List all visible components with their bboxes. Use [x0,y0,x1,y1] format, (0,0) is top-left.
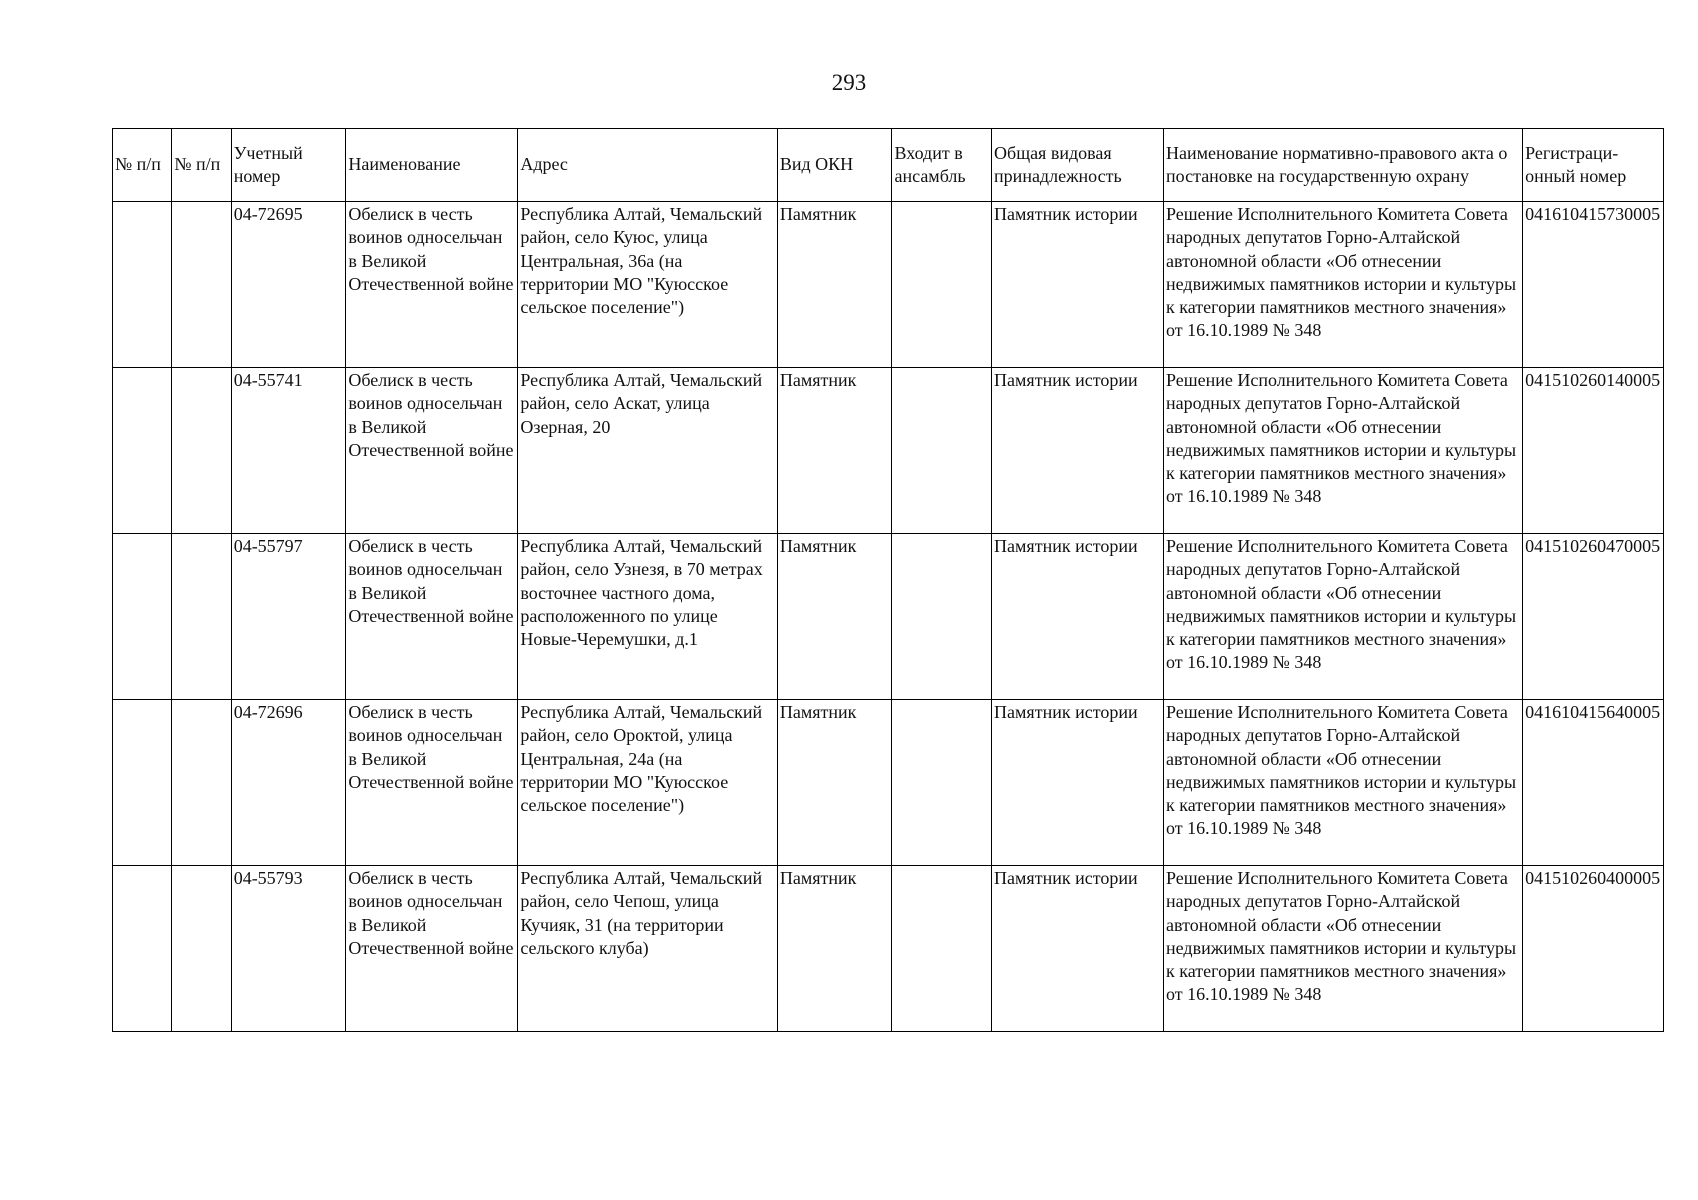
row-number-cell [172,202,231,368]
address-cell: Республика Алтай, Чемальский район, село Аскат, улица Озерная, 20 [518,368,778,534]
object-kind-cell: Памятник [777,368,892,534]
general-type-cell: Памятник истории [992,368,1164,534]
legal-act-cell: Решение Исполнительного Комитета Совета народных депутатов Горно-Алтайской автономной области «Об отнесении недвижимых памятников истории и культуры к категории памятников местного значения» от 16.10.1989 № 348 [1164,866,1523,1032]
address-cell: Республика Алтай, Чемальский район, село Узнезя, в 70 метрах восточнее частного дома, расположенного по улице Новые-Черемушки, д.1 [518,534,778,700]
header-registration-number: Регистраци-онный номер [1523,129,1664,202]
ensemble-cell [892,534,992,700]
object-kind-cell: Памятник [777,866,892,1032]
table-row [113,534,1664,700]
row-number-cell [113,700,172,866]
row-number-cell [113,368,172,534]
table-row [113,202,1664,368]
account-number-cell: 04-55793 [231,866,346,1032]
general-type-cell: Памятник истории [992,866,1164,1032]
table-row [113,866,1664,1032]
legal-act-cell: Решение Исполнительного Комитета Совета народных депутатов Горно-Алтайской автономной области «Об отнесении недвижимых памятников истории и культуры к категории памятников местного значения» от 16.10.1989 № 348 [1164,534,1523,700]
row-number-cell [113,534,172,700]
header-address: Адрес [518,129,778,202]
object-kind-cell: Памятник [777,534,892,700]
account-number-cell: 04-55741 [231,368,346,534]
header-account-number: Учетный номер [231,129,346,202]
page-number: 293 [831,70,867,95]
registration-number-cell: 041510260400005 [1523,866,1664,1032]
legal-act-cell: Решение Исполнительного Комитета Совета народных депутатов Горно-Алтайской автономной области «Об отнесении недвижимых памятников истории и культуры к категории памятников местного значения» от 16.10.1989 № 348 [1164,700,1523,866]
header-name: Наименование [346,129,518,202]
name-cell: Обелиск в честь воинов односельчан в Великой Отечественной войне [346,202,518,368]
row-number-cell [113,202,172,368]
legal-act-cell: Решение Исполнительного Комитета Совета народных депутатов Горно-Алтайской автономной области «Об отнесении недвижимых памятников истории и культуры к категории памятников местного значения» от 16.10.1989 № 348 [1164,202,1523,368]
row-number-cell [113,866,172,1032]
object-kind-cell: Памятник [777,700,892,866]
header-ensemble: Входит в ансамбль [892,129,992,202]
heritage-registry-table [112,128,1664,1032]
account-number-cell: 04-72695 [231,202,346,368]
account-number-cell: 04-55797 [231,534,346,700]
name-cell: Обелиск в честь воинов односельчан в Великой Отечественной войне [346,866,518,1032]
registration-number-cell: 041610415640005 [1523,700,1664,866]
row-number-cell [172,534,231,700]
address-cell: Республика Алтай, Чемальский район, село Чепош, улица Кучияк, 31 (на территории сельского клуба) [518,866,778,1032]
registration-number-cell: 041510260470005 [1523,534,1664,700]
ensemble-cell [892,368,992,534]
general-type-cell: Памятник истории [992,700,1164,866]
header-general-type: Общая видовая принадлежность [992,129,1164,202]
general-type-cell: Памятник истории [992,534,1164,700]
name-cell: Обелиск в честь воинов односельчан в Великой Отечественной войне [346,534,518,700]
ensemble-cell [892,202,992,368]
header-row-number-2: № п/п [172,129,231,202]
name-cell: Обелиск в честь воинов односельчан в Великой Отечественной войне [346,368,518,534]
ensemble-cell [892,700,992,866]
row-number-cell [172,866,231,1032]
table-header-row [113,129,1664,202]
general-type-cell: Памятник истории [992,202,1164,368]
ensemble-cell [892,866,992,1032]
object-kind-cell: Памятник [777,202,892,368]
header-row-number-1: № п/п [113,129,172,202]
table-row [113,368,1664,534]
table-row [113,700,1664,866]
account-number-cell: 04-72696 [231,700,346,866]
row-number-cell [172,700,231,866]
registration-number-cell: 041510260140005 [1523,368,1664,534]
header-legal-act: Наименование нормативно-правового акта о постановке на государственную охрану [1164,129,1523,202]
registration-number-cell: 041610415730005 [1523,202,1664,368]
row-number-cell [172,368,231,534]
name-cell: Обелиск в честь воинов односельчан в Великой Отечественной войне [346,700,518,866]
header-object-kind: Вид ОКН [777,129,892,202]
address-cell: Республика Алтай, Чемальский район, село Ороктой, улица Центральная, 24а (на территории МО "Куюсское сельское поселение") [518,700,778,866]
legal-act-cell: Решение Исполнительного Комитета Совета народных депутатов Горно-Алтайской автономной области «Об отнесении недвижимых памятников истории и культуры к категории памятников местного значения» от 16.10.1989 № 348 [1164,368,1523,534]
address-cell: Республика Алтай, Чемальский район, село Куюс, улица Центральная, 36а (на территории МО "Куюсское сельское поселение") [518,202,778,368]
